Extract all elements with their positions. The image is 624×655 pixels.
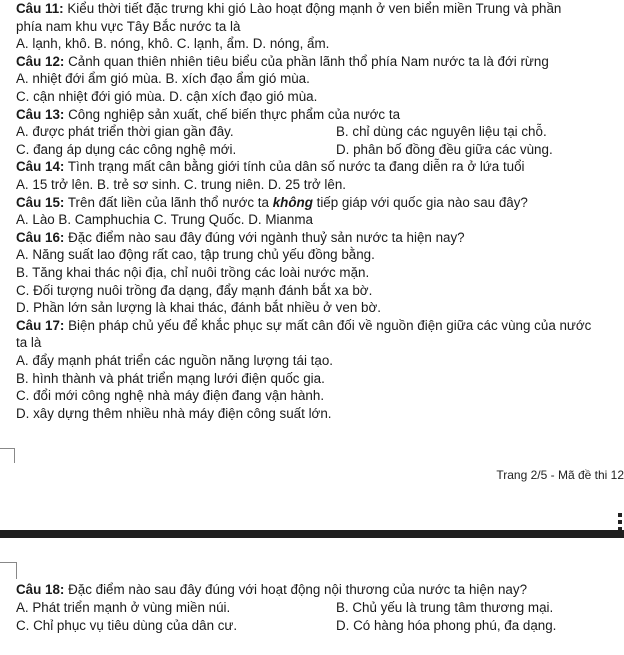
question-15-options: A. Lào B. Camphuchia C. Trung Quốc. D. Mianma: [16, 212, 313, 228]
question-17: [16, 317, 624, 335]
question-17-text-cont: ta là: [16, 335, 42, 351]
question-text-after: tiếp giáp với quốc gia nào sau đây?: [312, 194, 528, 210]
question-12: [16, 53, 549, 71]
question-label: Câu 11:: [16, 1, 64, 16]
question-17-option-a: A. đẩy mạnh phát triển các nguồn năng lượng tái tạo.: [16, 353, 334, 368]
question-label: Câu 17:: [16, 317, 65, 333]
question-text-before: Trên đất liền của lãnh thổ nước ta: [64, 194, 273, 210]
question-text: Cảnh quan thiên nhiên tiêu biểu của phần lãnh thổ phía Nam nước ta là đới rừng: [64, 53, 549, 69]
question-16-option-a: A. Năng suất lao động rất cao, tập trung chủ yếu đồng bằng.: [16, 247, 375, 263]
question-11-text-cont: phía nam khu vực Tây Bắc nước ta là: [16, 18, 241, 34]
question-12-options-2: C. cận nhiệt đới gió mùa. D. cận xích đạo gió mùa.: [16, 89, 318, 104]
question-text: Đặc điểm nào sau đây đúng với ngành thuỷ sản nước ta hiện nay?: [64, 229, 465, 245]
question-11-options: A. lạnh, khô. B. nóng, khô. C. lạnh, ẩm. D. nóng, ẩm.: [16, 36, 330, 52]
question-15: [16, 194, 528, 212]
question-label: Câu 13:: [16, 106, 65, 122]
question-18-option-b: B. Chủ yếu là trung tâm thương mại.: [336, 600, 554, 615]
question-16-option-d: D. Phần lớn sản lượng là khai thác, đánh bắt nhiều ở ven bờ.: [16, 300, 381, 316]
crop-mark-page3: [0, 562, 17, 579]
page-3-top: [0, 538, 624, 655]
question-text: Biện pháp chủ yếu để khắc phục sự mất cân đối về nguồn điện giữa các vùng của nước: [64, 317, 592, 333]
question-18-option-a: A. Phát triển mạnh ở vùng miền núi.: [16, 600, 231, 615]
emphasis-not: không: [272, 194, 313, 210]
question-13-option-c: C. đang áp dụng các công nghệ mới.: [16, 141, 237, 157]
question-13: [16, 106, 400, 124]
question-17-option-c: C. đổi mới công nghệ nhà máy điện đang vận hành.: [16, 388, 325, 404]
question-label: Câu 14:: [16, 159, 65, 175]
question-17-option-d: D. xây dựng thêm nhiều nhà máy điện công suất lớn.: [16, 405, 332, 421]
question-label: Câu 15:: [16, 194, 65, 210]
question-16-option-c: C. Đối tượng nuôi trồng đa dạng, đẩy mạnh đánh bắt xa bờ.: [16, 282, 373, 298]
page-separator: [0, 530, 624, 538]
question-14: [16, 158, 525, 176]
question-text: Công nghiệp sản xuất, chế biến thực phẩm của nước ta: [64, 106, 401, 122]
question-16-option-b: B. Tăng khai thác nội địa, chỉ nuôi trồng các loài nước mặn.: [16, 265, 370, 280]
question-17-option-b: B. hình thành và phát triển mạng lưới điện quốc gia.: [16, 370, 325, 386]
question-text: Tình trạng mất cân bằng giới tính của dân số nước ta đang diễn ra ở lứa tuổi: [64, 159, 525, 175]
question-text: Đặc điểm nào sau đây đúng với hoạt động nội thương của nước ta hiện nay?: [64, 582, 528, 597]
question-18: [16, 581, 527, 599]
question-13-option-d: D. phân bố đồng đều giữa các vùng.: [336, 141, 553, 157]
question-16: [16, 229, 465, 247]
question-text: Kiểu thời tiết đặc trưng khi gió Lào hoạt động mạnh ở ven biển miền Trung và phần: [63, 1, 562, 16]
question-13-option-b: B. chỉ dùng các nguyên liệu tại chỗ.: [336, 124, 547, 140]
question-11: [16, 0, 561, 18]
question-label: Câu 16:: [16, 229, 65, 245]
question-label: Câu 12:: [16, 53, 65, 69]
question-18-option-c: C. Chỉ phục vụ tiêu dùng của dân cư.: [16, 618, 238, 633]
question-12-options-1: A. nhiệt đới ẩm gió mùa. B. xích đạo ẩm gió mùa.: [16, 71, 310, 87]
page-footer: Trang 2/5 - Mã đề thi 12: [496, 468, 624, 482]
question-13-option-a: A. được phát triển thời gian gần đây.: [16, 124, 234, 140]
crop-mark-top-left: [0, 448, 15, 463]
question-18-option-d: D. Có hàng hóa phong phú, đa dạng.: [336, 618, 557, 633]
question-14-options: A. 15 trở lên. B. trẻ sơ sinh. C. trung niên. D. 25 trở lên.: [16, 177, 347, 192]
question-label: Câu 18:: [16, 582, 65, 597]
